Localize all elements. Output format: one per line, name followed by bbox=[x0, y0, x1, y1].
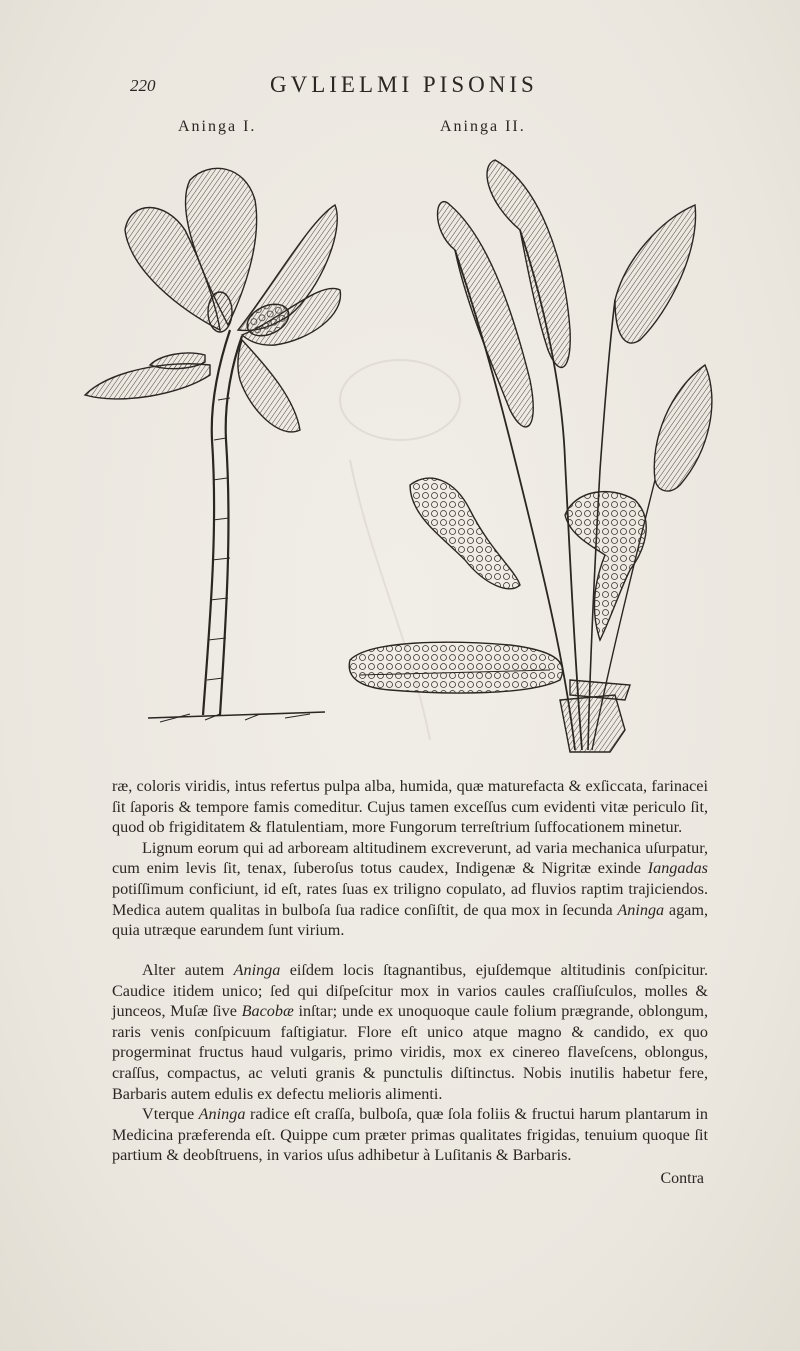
botanical-woodcut-plate bbox=[70, 140, 730, 760]
running-title: GVLIELMI PISONIS bbox=[270, 72, 538, 97]
aninga-1-plant bbox=[85, 168, 340, 722]
aninga-woodcut-illustration bbox=[70, 140, 730, 760]
paragraph-3 bbox=[112, 960, 708, 1104]
page-number: 220 bbox=[130, 76, 156, 95]
paragraph-4-text-c: radice eſt craſſa, bulboſa, quæ ſola foliis & fructui harum plantarum in Medicina præferenda eſt. Quippe cum præter primas qualitates frigidas, tenuium quoque ſit partium & deobſtruens, in varios uſus adhibetur à Luſitanis & Barbaris. bbox=[112, 1105, 708, 1165]
plate-caption-aninga-1: Aninga I. bbox=[178, 118, 257, 135]
paragraph-1: ræ, coloris viridis, intus refertus pulpa alba, humida, quæ maturefacta & exſiccata, farinacei ſit ſaporis & tempore famis comeditur. Cujus tamen exceſſus cum evidenti vitæ periculo ſit, quod ob frigiditatem & flatulentiam, more Fungorum terreſtrium ſuffocationem minetur. bbox=[112, 777, 708, 837]
paragraph-3-text-e: inſtar; unde ex unoquoque caule folium prægrande, oblongum, raris venis conſpicuum faſtigiatur. Flore eſt unico atque magno & candido, ex quo progerminat fructus haud vulgaris, primo viridis, mox ex cinereo flaveſcens, oblongus, craſſus, compactus, ac veluti granis & punctulis diſtinctus. Nobis inutilis habetur fere, Barbaris autem edulis ex defectu melioris alimenti. bbox=[112, 1002, 708, 1103]
paragraph-4 bbox=[112, 1104, 708, 1166]
paragraph-2-text-a: Lignum eorum qui ad arboream altitudinem excreverunt, ad varia mechanica uſurpatur, cum enim levis ſit, tenax, ſuberoſus totus caudex, Indigenæ & Nigritæ exinde bbox=[112, 838, 708, 878]
italic-iangadas: Iangadas bbox=[647, 859, 708, 878]
paragraph-3-text-a: Alter autem bbox=[142, 961, 234, 979]
paragraph-2-text-c: potiſſimum conficiunt, id eſt, rates ſuas ex triligno copulato, ad fluvios raptim trajiciendos. Medica autem qualitas in bulboſa ſua radice conſiſtit, de qua mox in ſecunda bbox=[112, 879, 708, 919]
catchword: Contra bbox=[660, 1170, 704, 1187]
italic-aninga: Aninga bbox=[617, 900, 665, 919]
italic-aninga: Aninga bbox=[198, 1105, 246, 1124]
text-block-upper bbox=[112, 776, 708, 941]
italic-aninga: Aninga bbox=[233, 961, 281, 979]
text-block-lower bbox=[112, 960, 708, 1166]
aninga-2-plant bbox=[349, 160, 712, 752]
paragraph-2-text-e: agam, quia utræque earundem ſunt virium. bbox=[112, 900, 709, 940]
paragraph-4-text-a: Vterque bbox=[142, 1105, 199, 1124]
running-head bbox=[130, 72, 710, 102]
paragraph-2 bbox=[112, 838, 708, 941]
plate-caption-aninga-2: Aninga II. bbox=[440, 118, 526, 135]
italic-bacobae: Bacobæ bbox=[241, 1002, 294, 1021]
paragraph-3-text-c: eiſdem locis ſtagnantibus, ejuſdemque altitudinis conſpicitur. Caudice itidem unico; ſed qui diſpeſcitur mox in varios caules craſſiuſculos, molles & junceos, Muſæ ſive bbox=[112, 961, 709, 1021]
